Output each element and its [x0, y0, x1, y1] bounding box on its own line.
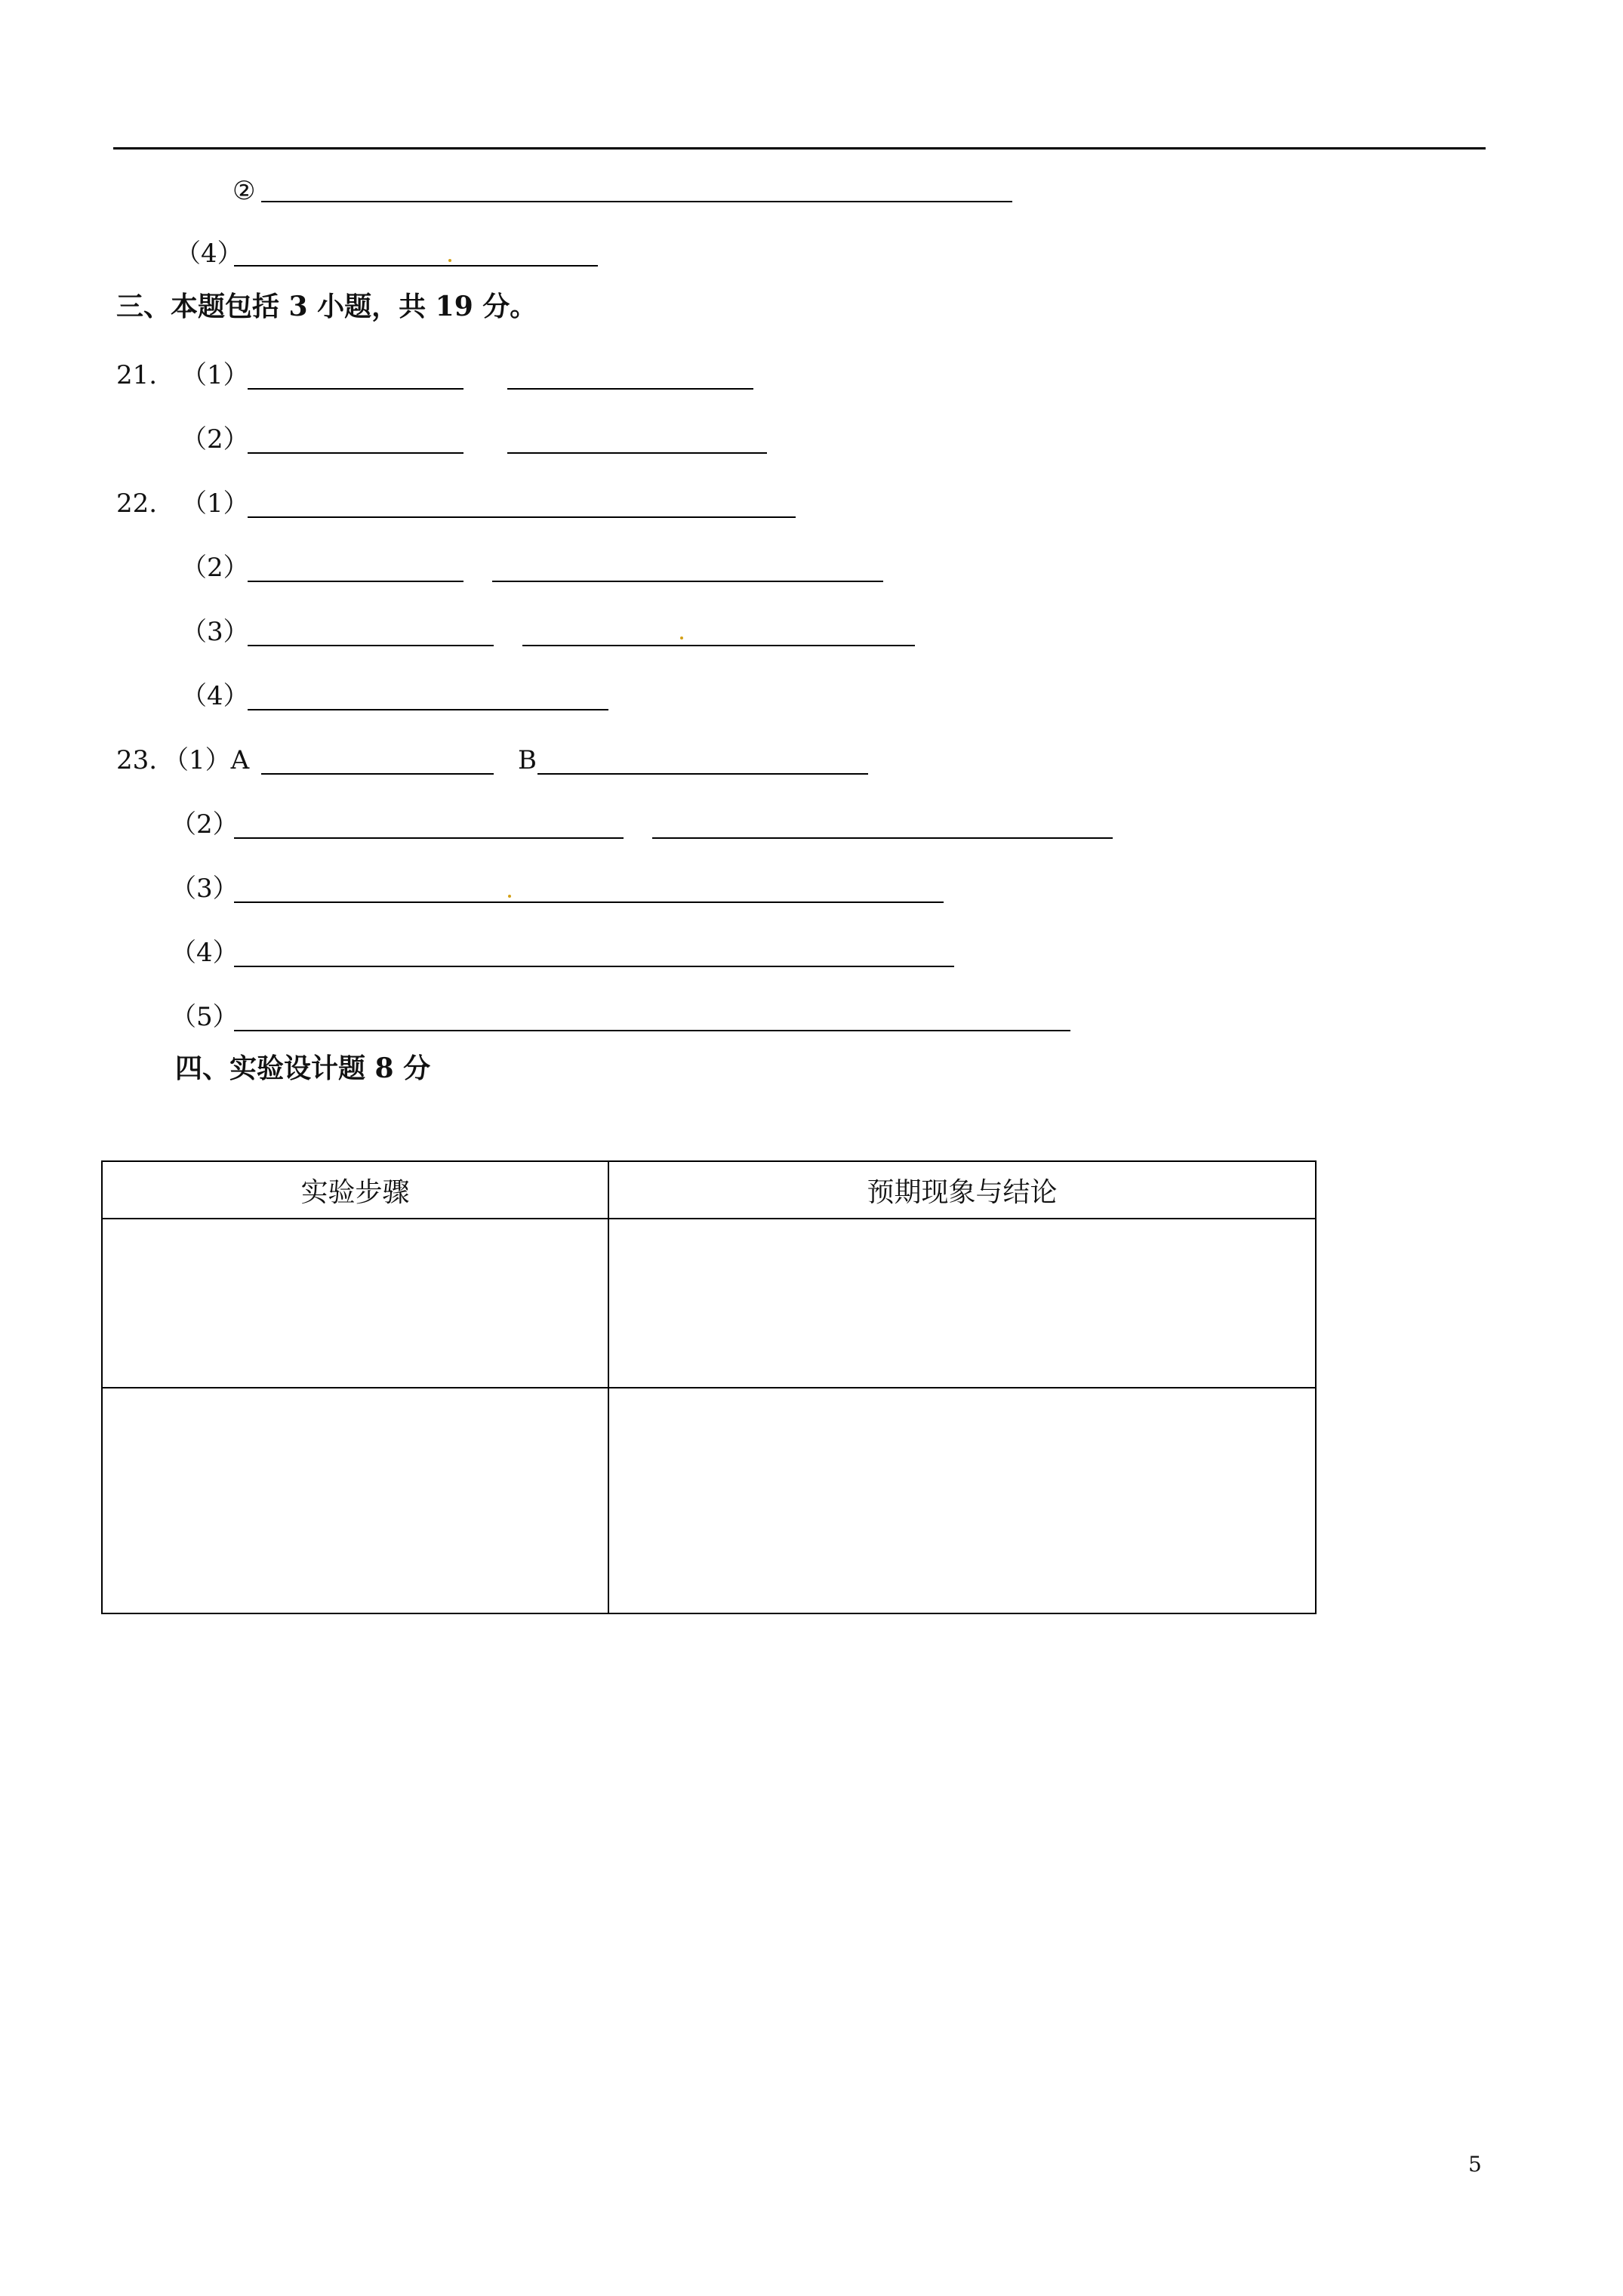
answer-blank[interactable]	[234, 265, 598, 267]
section-heading: 三、本题包括 3 小题，共 19 分。	[116, 291, 537, 322]
part-label: （2）	[181, 553, 249, 583]
answer-blank[interactable]	[522, 645, 915, 646]
answer-blank[interactable]	[234, 1030, 1070, 1031]
answer-blank[interactable]	[248, 388, 463, 390]
answer-blank[interactable]	[652, 837, 1113, 839]
part-label: （3）	[171, 874, 239, 904]
answer-blank[interactable]	[234, 901, 944, 903]
table-header-results: 预期现象与结论	[608, 1161, 1316, 1219]
part-label: （5）	[171, 1002, 239, 1032]
table-row	[102, 1388, 1316, 1613]
question-number: 22.	[116, 488, 158, 519]
table-cell-results[interactable]	[608, 1219, 1316, 1388]
table-cell-steps[interactable]	[102, 1219, 608, 1388]
answer-blank[interactable]	[248, 516, 796, 518]
part-label-b: B	[518, 745, 537, 775]
answer-blank[interactable]	[507, 452, 767, 454]
answer-blank[interactable]	[248, 581, 463, 582]
speck	[448, 259, 451, 262]
page-number: 5	[1468, 2152, 1482, 2177]
answer-blank[interactable]	[507, 388, 753, 390]
answer-blank[interactable]	[248, 452, 463, 454]
answer-blank[interactable]	[492, 581, 883, 582]
answer-blank[interactable]	[234, 837, 624, 839]
answer-blank[interactable]	[537, 773, 868, 775]
table-header-steps: 实验步骤	[102, 1161, 608, 1219]
table-row	[102, 1219, 1316, 1388]
header-rule	[113, 147, 1486, 149]
answer-blank[interactable]	[248, 709, 608, 710]
part-label: （4）	[181, 681, 249, 711]
question-number: 21.	[116, 360, 158, 390]
table-cell-steps[interactable]	[102, 1388, 608, 1613]
answer-blank[interactable]	[261, 201, 1012, 202]
question-number: 23.	[116, 745, 158, 775]
speck	[508, 895, 511, 898]
answer-blank[interactable]	[248, 645, 494, 646]
part-label: （1）A	[163, 745, 250, 775]
part-label: （2）	[181, 424, 249, 455]
part-label: （1）	[181, 360, 249, 390]
experiment-table	[101, 1160, 1317, 1614]
part-label: （1）	[181, 488, 249, 519]
part-label: （4）	[171, 938, 239, 968]
speck	[680, 636, 683, 639]
item-marker-2: ②	[233, 176, 256, 206]
part-label: （2）	[171, 809, 239, 840]
item-label: （4）	[175, 239, 243, 269]
part-label: （3）	[181, 617, 249, 647]
table-cell-results[interactable]	[608, 1388, 1316, 1613]
section-heading: 四、实验设计题 8 分	[175, 1052, 431, 1084]
answer-blank[interactable]	[261, 773, 494, 775]
answer-blank[interactable]	[234, 966, 954, 967]
